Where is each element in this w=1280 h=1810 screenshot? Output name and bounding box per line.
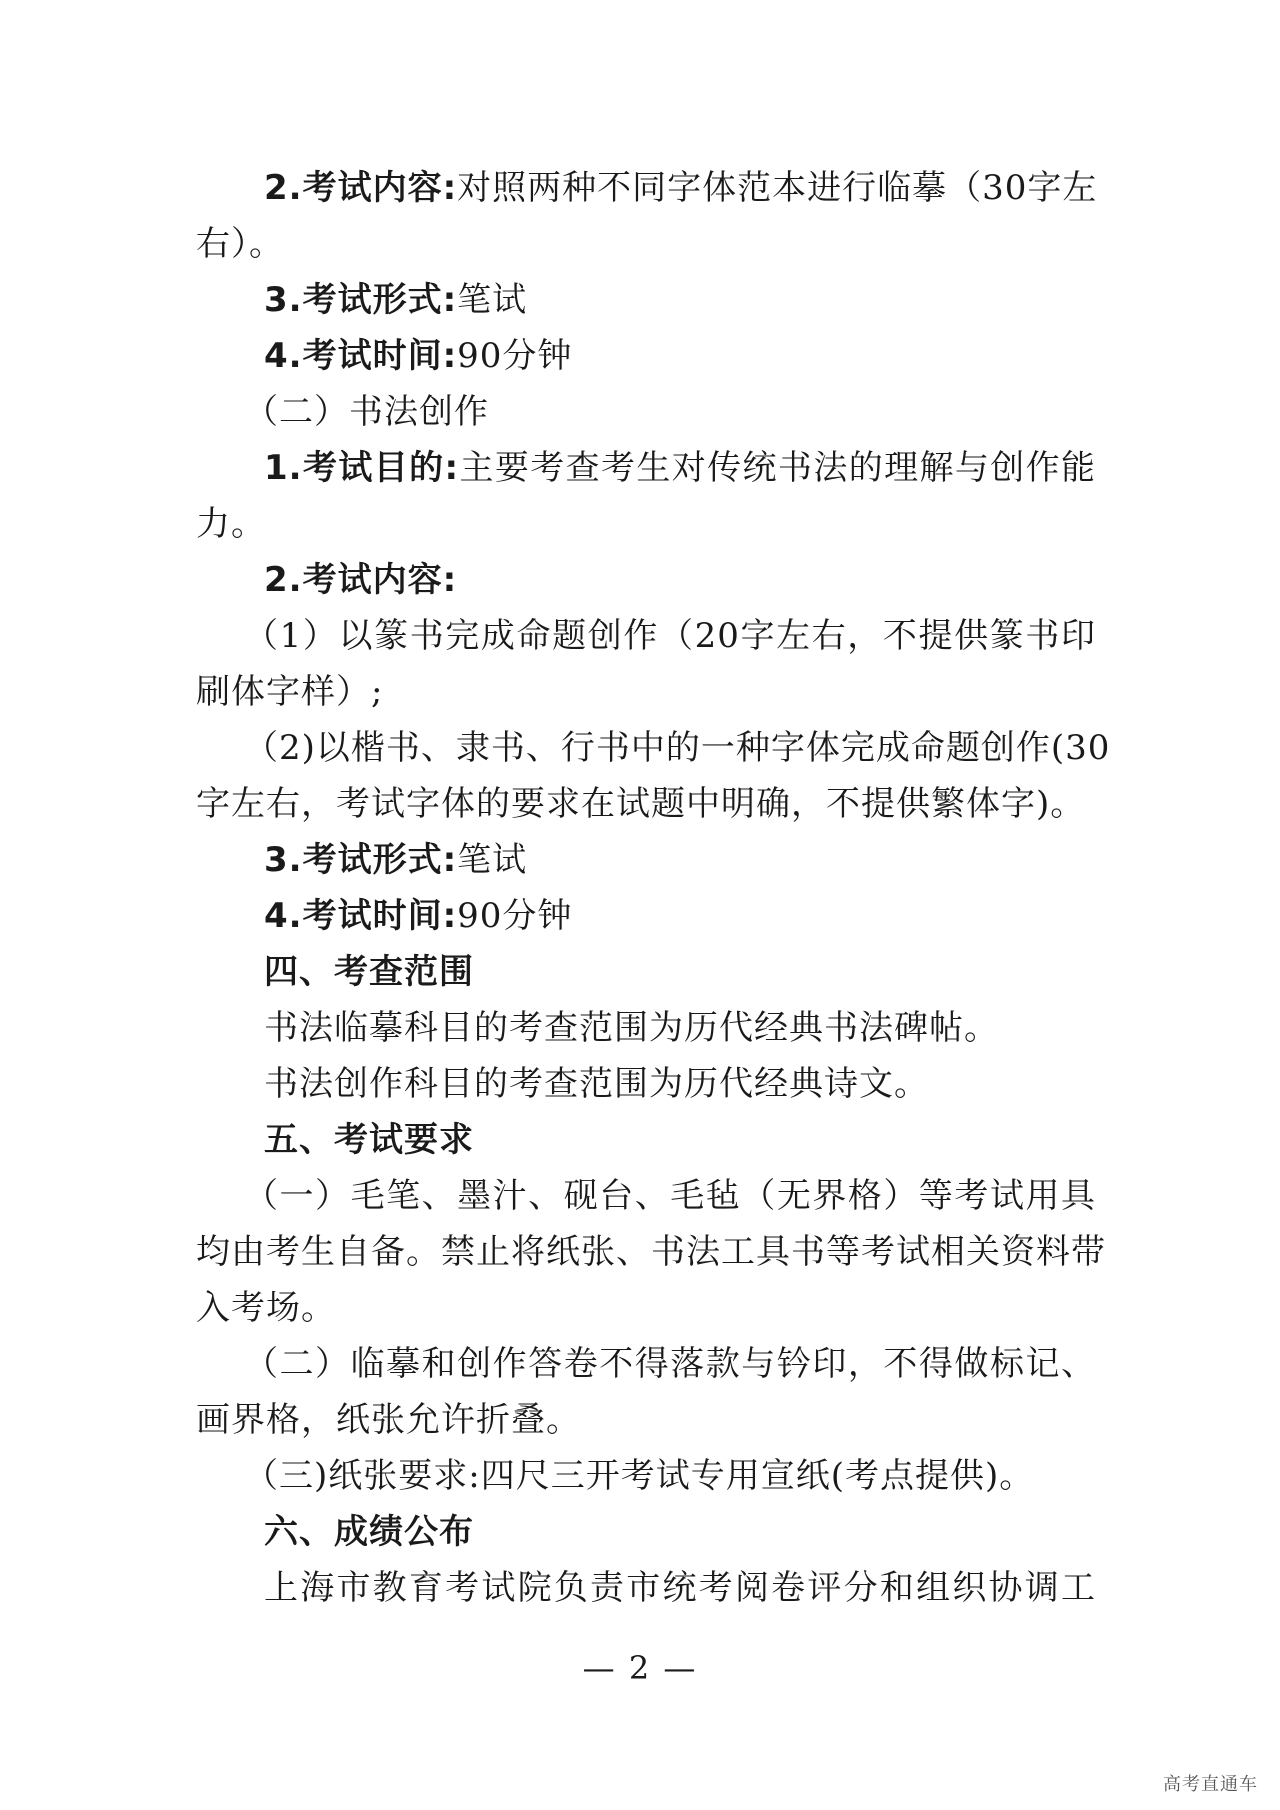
paragraph-line: （三)纸张要求:四尺三开考试专用宣纸(考点提供)。 [244,1456,1035,1496]
paragraph-line: 书法创作科目的考查范围为历代经典诗文。 [264,1064,929,1104]
item-text: 90分钟 [457,896,573,936]
watermark: 高考直通车 [1163,1774,1258,1795]
item-text: 主要考查考生对传统书法的理解与创作能 [459,448,1097,488]
item-label: 1.考试目的: [264,448,460,488]
paragraph-line: 均由考生自备。禁止将纸张、书法工具书等考试相关资料带 [196,1232,1106,1272]
exam-purpose-item [196,440,1096,496]
item-text: 90分钟 [457,336,573,376]
paragraph-line: （一）毛笔、墨汁、砚台、毛毡（无界格）等考试用具 [244,1176,1096,1216]
exam-content-item [196,160,1096,216]
item-text: 笔试 [457,840,528,880]
paragraph-line: 入考场。 [196,1288,336,1328]
exam-content-item [196,552,1096,608]
section-heading: 五、考试要求 [264,1120,474,1160]
paragraph-line: 字左右，考试字体的要求在试题中明确，不提供繁体字)。 [196,784,1086,824]
section-heading: 六、成绩公布 [264,1512,474,1552]
paragraph-line: 力。 [196,504,266,544]
document-body [196,160,1111,1616]
paragraph-line: 右）。 [196,224,284,264]
exam-time-item [196,328,1096,384]
paragraph-line: 书法临摹科目的考查范围为历代经典书法碑帖。 [264,1008,999,1048]
item-label: 4.考试时间: [264,896,458,936]
section-heading: 四、考查范围 [264,952,474,992]
page-number: — 2 — [582,1649,698,1687]
item-label: 2.考试内容: [264,168,458,208]
item-label: 3.考试形式: [264,280,458,320]
paragraph-line: 画界格，纸张允许折叠。 [196,1400,581,1440]
exam-format-item [196,272,1096,328]
paragraph-line: 上海市教育考试院负责市统考阅卷评分和组织协调工 [264,1568,1096,1608]
paragraph-line: （二）临摹和创作答卷不得落款与钤印，不得做标记、 [244,1344,1096,1384]
item-label: 2.考试内容: [264,560,458,600]
item-label: 4.考试时间: [264,336,458,376]
paragraph-line: 刷体字样）; [196,672,384,712]
subsection-heading: （二）书法创作 [244,392,489,432]
paragraph-line: （2)以楷书、隶书、行书中的一种字体完成命题创作(30 [244,728,1111,768]
item-label: 3.考试形式: [264,840,458,880]
item-text: 笔试 [457,280,528,320]
paragraph-line: （1）以篆书完成命题创作（20字左右，不提供篆书印 [244,616,1096,656]
exam-time-item [196,888,1096,944]
item-text: 对照两种不同字体范本进行临摹（30字左 [457,168,1098,208]
exam-format-item [196,832,1096,888]
